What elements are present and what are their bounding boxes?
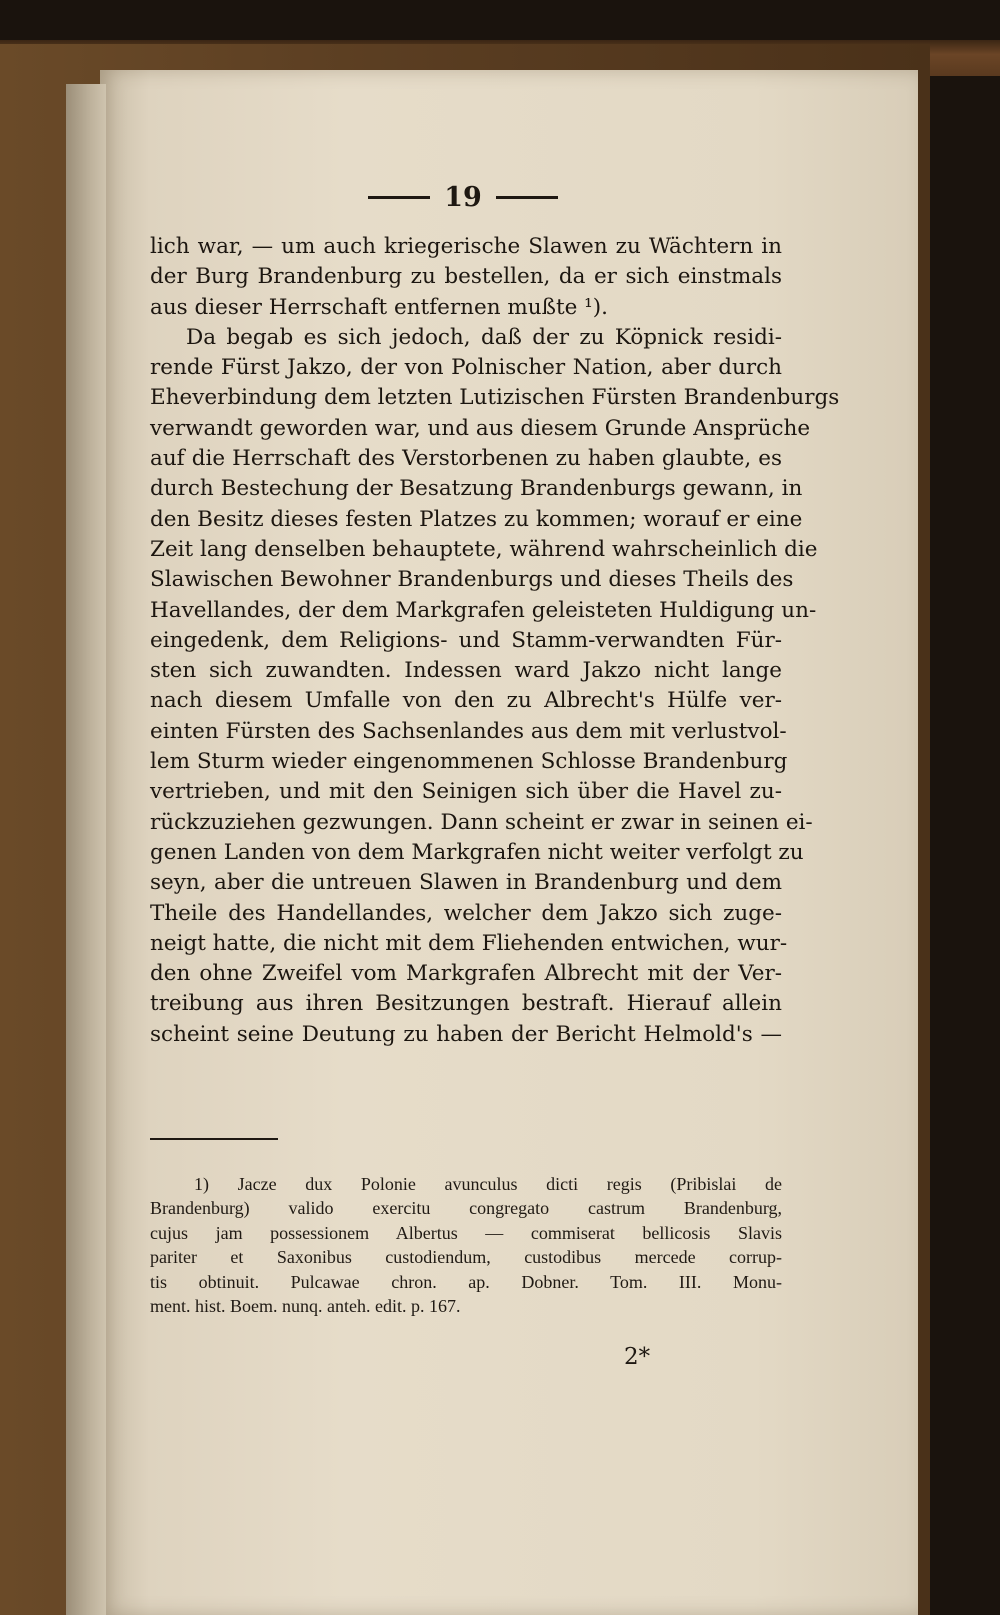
body-line: einten Fürsten des Sachsenlandes aus dem mit verlustvol- bbox=[150, 718, 787, 744]
body-line: auf die Herrschaft des Verstorbenen zu haben glaubte, es bbox=[150, 446, 782, 472]
body-line: den ohne Zweifel vom Markgrafen Albrecht mit der Ver- bbox=[150, 961, 782, 987]
footnote-line: ment. hist. Boem. nunq. anteh. edit. p. 167. bbox=[150, 1296, 461, 1317]
body-line: nach diesem Umfalle von den zu Albrecht's Hülfe ver- bbox=[150, 688, 782, 714]
body-line: Eheverbindung dem letzten Lutizischen Fürsten Brandenburgs bbox=[150, 385, 840, 411]
body-line: Zeit lang denselben behauptete, während wahrscheinlich die bbox=[150, 536, 818, 562]
printer-signature-mark: 2* bbox=[624, 1344, 651, 1370]
body-line: verwandt geworden war, und aus diesem Grunde Ansprüche bbox=[150, 415, 811, 441]
body-line: rende Fürst Jakzo, der von Polnischer Nation, aber durch bbox=[150, 355, 782, 381]
body-line: Theile des Handellandes, welcher dem Jakzo sich zuge- bbox=[150, 900, 782, 926]
page-number: 19 bbox=[444, 181, 482, 213]
body-line: der Burg Brandenburg zu bestellen, da er sich einstmals bbox=[150, 264, 782, 290]
footnote-separator bbox=[150, 1138, 278, 1140]
header-rule-right bbox=[496, 196, 558, 199]
header-rule-left bbox=[368, 196, 430, 199]
body-line: eingedenk, dem Religions- und Stamm-verwandten Für- bbox=[150, 627, 782, 653]
body-line: sten sich zuwandten. Indessen ward Jakzo nicht lange bbox=[150, 658, 782, 684]
body-line: Slawischen Bewohner Brandenburgs und dieses Theils des bbox=[150, 567, 794, 593]
body-line: treibung aus ihren Besitzungen bestraft. Hierauf allein bbox=[150, 991, 782, 1017]
body-line: lem Sturm wieder eingenommenen Schlosse Brandenburg bbox=[150, 749, 788, 775]
body-line: lich war, — um auch kriegerische Slawen zu Wächtern in bbox=[150, 234, 782, 259]
footnote-line: Brandenburg) valido exercitu congregato castrum Brandenburg, bbox=[150, 1198, 782, 1219]
body-text bbox=[150, 232, 840, 1050]
footnote-line: pariter et Saxonibus custodiendum, custodibus mercede corrup- bbox=[150, 1247, 782, 1268]
body-line: Havellandes, der dem Markgrafen geleisteten Huldigung un- bbox=[150, 597, 817, 623]
page-header bbox=[363, 180, 563, 214]
body-line: aus dieser Herrschaft entfernen mußte ¹). bbox=[150, 294, 609, 320]
body-line: durch Bestechung der Besatzung Brandenburgs gewann, in bbox=[150, 476, 803, 502]
body-line: vertrieben, und mit den Seinigen sich über die Havel zu- bbox=[150, 779, 782, 805]
body-line: neigt hatte, die nicht mit dem Fliehenden entwichen, wur- bbox=[150, 930, 788, 956]
footnote-line: 1) Jacze dux Polonie avunculus dicti regis (Pribislai de bbox=[194, 1174, 782, 1194]
body-line: den Besitz dieses festen Platzes zu kommen; worauf er eine bbox=[150, 506, 803, 532]
body-line: scheint seine Deutung zu haben der Bericht Helmold's — bbox=[150, 1021, 782, 1047]
footnote-line: tis obtinuit. Pulcawae chron. ap. Dobner. Tom. III. Monu- bbox=[150, 1271, 782, 1292]
footnote bbox=[150, 1172, 782, 1318]
footnote-line: cujus jam possessionem Albertus — commiserat bellicosis Slavis bbox=[150, 1222, 782, 1243]
body-line: rückzuziehen gezwungen. Dann scheint er zwar in seinen ei- bbox=[150, 809, 813, 835]
body-line: genen Landen von dem Markgrafen nicht weiter verfolgt zu bbox=[150, 839, 804, 865]
page-gutter-shadow bbox=[66, 84, 106, 1615]
body-line: seyn, aber die untreuen Slawen in Brandenburg und dem bbox=[150, 870, 782, 896]
body-line: Da begab es sich jedoch, daß der zu Köpnick residi- bbox=[186, 324, 782, 350]
